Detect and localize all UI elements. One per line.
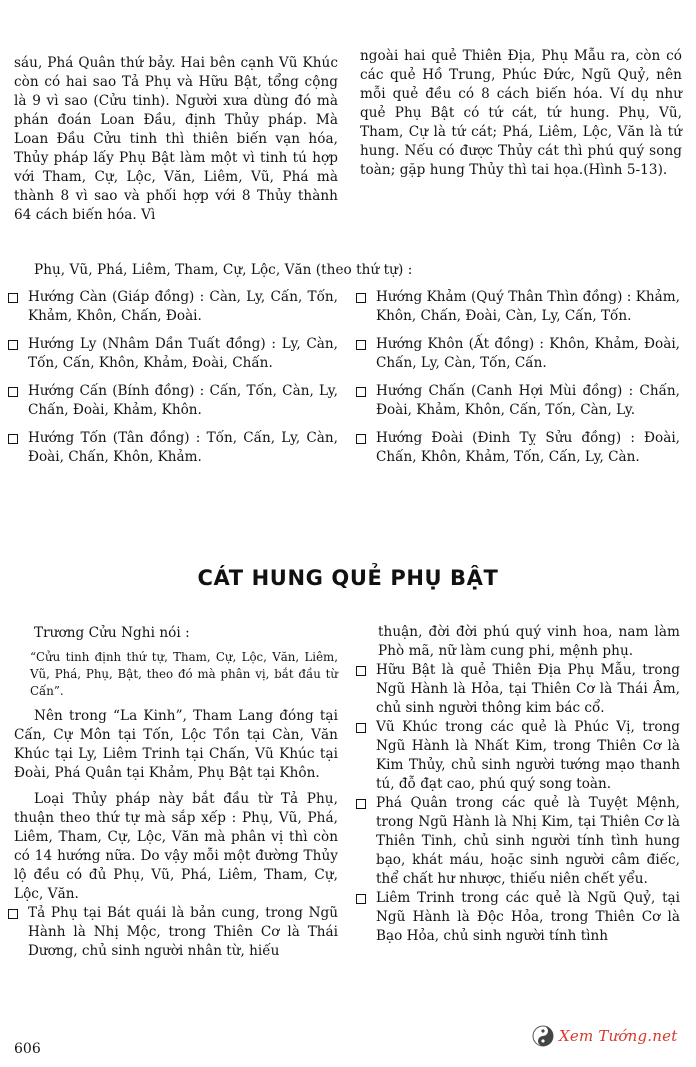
list-item: Hướng Càn (Giáp đồng) : Càn, Ly, Cấn, Tốn, Khảm, Khôn, Chấn, Đoài. <box>8 288 338 326</box>
list-item: Hướng Khảm (Quý Thân Thìn đồng) : Khảm, Khôn, Chấn, Đoài, Càn, Ly, Cấn, Tốn. <box>356 288 680 326</box>
list-item: Hướng Khôn (Ất đồng) : Khôn, Khảm, Đoài, Chấn, Ly, Càn, Tốn, Cấn. <box>356 335 680 373</box>
list-item: Hướng Chấn (Canh Hợi Mùi đồng) : Chấn, Đoài, Khảm, Khôn, Cấn, Tốn, Càn, Ly. <box>356 382 680 420</box>
list-item: Hướng Cấn (Bính đồng) : Cấn, Tốn, Càn, Ly, Chấn, Đoài, Khảm, Khôn. <box>8 382 338 420</box>
watermark <box>532 1016 692 1056</box>
top-right-paragraph: ngoài hai quẻ Thiên Địa, Phụ Mẫu ra, còn có các quẻ Hồ Trung, Phúc Đức, Ngũ Quỷ, nên mỗi quẻ đều có 8 cách biến hóa. Ví dụ như quẻ Phụ Bật có tứ cát, tứ hung. Phụ, Vũ, Tham, Cự là tứ cát; Phá, Liêm, Lộc, Văn là tứ hung. Nếu có được Thủy cát thì phú quý song toàn; gặp hung Thủy thì tai họa.(Hình 5-13). <box>360 48 682 178</box>
paragraph: Loại Thủy pháp này bắt đầu từ Tả Phụ, thuận theo thứ tự mà sắp xếp : Phụ, Vũ, Phá, Liêm, Tham, Cự, Lộc, Văn mà phân vị thì còn có 14 hướng nữa. Do vậy mỗi một đường Thủy lộ đều có đủ Phụ, Vũ, Phá, Liêm, Tham, Cự, Lộc, Văn. <box>14 791 338 902</box>
yin-yang-icon <box>532 1025 554 1047</box>
list-item: Phá Quân trong các quẻ là Tuyệt Mệnh, trong Ngũ Hành là Nhị Kim, tại Thiên Cơ là Thiên Tinh, chủ sinh người tính tình hung bạo, khát máu, hoặc sinh người câm điếc, thể chất hư nhược, thiếu niên chết yểu. <box>356 794 680 889</box>
bottom-left-column <box>14 624 338 961</box>
order-line: Phụ, Vũ, Phá, Liêm, Tham, Cự, Lộc, Văn (theo thứ tự) : <box>34 262 413 278</box>
checkbox-square-icon <box>356 799 366 809</box>
checkbox-square-icon <box>356 666 366 676</box>
watermark-text: Xem Tướng.net <box>559 1027 678 1045</box>
list-item: Hữu Bật là quẻ Thiên Địa Phụ Mẫu, trong Ngũ Hành là Hỏa, tại Thiên Cơ là Thái Âm, chủ sinh người thông kim bác cổ. <box>356 661 680 718</box>
list-item: Hướng Đoài (Đinh Tỵ Sửu đồng) : Đoài, Chấn, Khôn, Khảm, Tốn, Cấn, Ly, Càn. <box>356 429 680 467</box>
top-left-column <box>14 54 338 225</box>
checkbox-square-icon <box>8 293 18 303</box>
list-item: Vũ Khúc trong các quẻ là Phúc Vị, trong Ngũ Hành là Nhất Kim, trong Thiên Cơ là Kim Thủy, chủ sinh người tướng mạo thanh tú, đỗ đạt cao, phú quý song toàn. <box>356 718 680 794</box>
checkbox-square-icon <box>356 723 366 733</box>
checkbox-square-icon <box>8 340 18 350</box>
checkbox-square-icon <box>8 387 18 397</box>
list-item: Hướng Ly (Nhâm Dần Tuất đồng) : Ly, Càn, Tốn, Cấn, Khôn, Khảm, Đoài, Chấn. <box>8 335 338 373</box>
top-right-column <box>360 47 682 180</box>
top-left-paragraph: sáu, Phá Quân thứ bảy. Hai bên cạnh Vũ Khúc còn có hai sao Tả Phụ và Hữu Bật, tổng cộng là 9 vì sao (Cửu tinh). Người xưa dùng đó mà phán đoán Loan Đầu, định Thủy pháp. Mà Loan Đầu Cửu tinh thì thiên biến vạn hóa, Thủy pháp lấy Phụ Bật làm một vì tinh tú hợp với Tham, Cự, Lộc, Văn, Liêm, Vũ, Phá mà thành 8 vì sao và phối hợp với 8 Thủy thành 64 cách biến hóa. Vì <box>14 55 338 223</box>
checkbox-square-icon <box>356 434 366 444</box>
list-item: Hướng Tốn (Tân đồng) : Tốn, Cấn, Ly, Càn, Đoài, Chấn, Khôn, Khảm. <box>8 429 338 467</box>
paragraph: Nên trong “La Kinh”, Tham Lang đóng tại Cấn, Cự Môn tại Tốn, Lộc Tồn tại Càn, Văn Khúc tại Ly, Liêm Trinh tại Chấn, Vũ Khúc tại Đoài, Phá Quân tại Khảm, Phụ Bật tại Khôn. <box>14 708 338 781</box>
bottom-right-column <box>356 623 680 946</box>
continued-text: thuận, đời đời phú quý vinh hoa, nam làm Phò mã, nữ làm cung phi, mệnh phụ. <box>378 624 680 659</box>
checkbox-square-icon <box>8 434 18 444</box>
checkbox-square-icon <box>356 387 366 397</box>
intro-line: Trương Cửu Nghi nói : <box>34 625 190 641</box>
section-title: CÁT HUNG QUẺ PHỤ BẬT <box>197 566 499 590</box>
directions-right-list <box>356 288 680 467</box>
checkbox-square-icon <box>8 909 18 919</box>
checkbox-square-icon <box>356 340 366 350</box>
checkbox-square-icon <box>356 293 366 303</box>
list-item: Tả Phụ tại Bát quái là bản cung, trong Ngũ Hành là Nhị Mộc, trong Thiên Cơ là Thái Dương, chủ sinh người nhân từ, hiếu <box>8 904 338 961</box>
page-number: 606 <box>14 1041 41 1057</box>
quote-block: “Cửu tinh định thứ tự, Tham, Cự, Lộc, Văn, Liêm, Vũ, Phá, Phụ, Bật, theo đó mà phân vị, bắt đầu từ Cấn”. <box>30 650 338 698</box>
list-item: Liêm Trinh trong các quẻ là Ngũ Quỷ, tại Ngũ Hành là Độc Hỏa, trong Thiên Cơ là Bạo Hỏa, chủ sinh người tính tình <box>356 889 680 946</box>
directions-left-list <box>8 288 338 467</box>
checkbox-square-icon <box>356 894 366 904</box>
